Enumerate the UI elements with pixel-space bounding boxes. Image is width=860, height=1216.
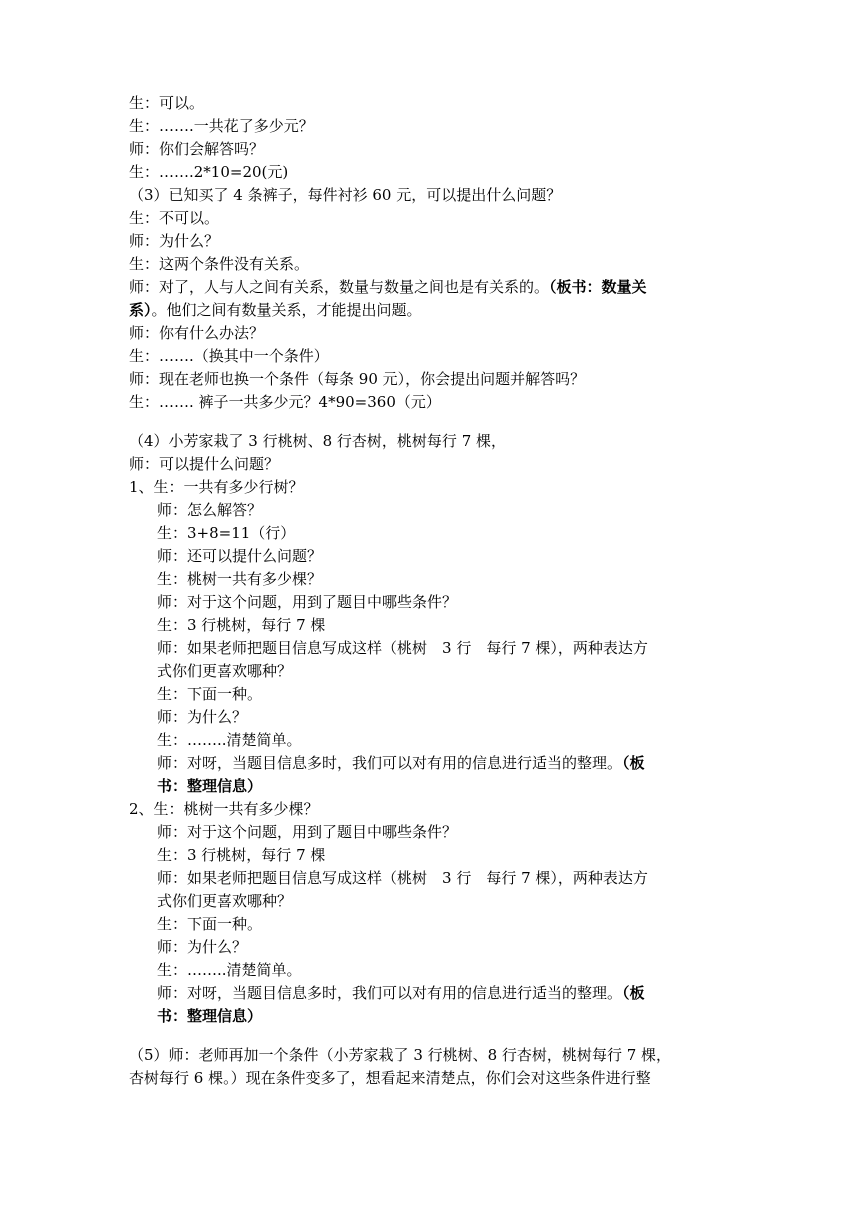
line-text: 生：下面一种。 bbox=[157, 685, 263, 703]
line-text: 生：这两个条件没有关系。 bbox=[129, 255, 310, 273]
line-text: 师：对呀，当题目信息多时，我们可以对有用的信息进行适当的整理。 bbox=[157, 984, 623, 1002]
line-text: 师：对于这个问题，用到了题目中哪些条件？ bbox=[157, 593, 458, 611]
text-line bbox=[129, 1044, 671, 1066]
line-text: 杏树每行 6 棵。）现在条件变多了，想看起来清楚点，你们会对这些条件进行整 bbox=[129, 1069, 651, 1087]
board-note-text: 系） bbox=[129, 301, 152, 319]
board-note-text: 书：整理信息） bbox=[157, 1007, 263, 1025]
text-line bbox=[157, 890, 292, 912]
line-text: 生：不可以。 bbox=[129, 209, 220, 227]
line-text: 师：还可以提什么问题？ bbox=[157, 547, 323, 565]
line-text: 师：对了，人与人之间有关系，数量与数量之间也是有关系的。 bbox=[129, 278, 550, 296]
line-text: 生：3 行桃树，每行 7 棵 bbox=[157, 616, 326, 634]
line-text: 生：下面一种。 bbox=[157, 915, 263, 933]
text-line bbox=[157, 499, 262, 521]
text-line bbox=[157, 683, 262, 705]
line-text: 式你们更喜欢哪种？ bbox=[157, 892, 293, 910]
text-line bbox=[129, 322, 264, 344]
text-line bbox=[157, 821, 457, 843]
text-line bbox=[157, 568, 322, 590]
text-line bbox=[129, 230, 219, 252]
line-text: 师：现在老师也换一个条件（每条 90 元），你会提出问题并解答吗？ bbox=[129, 370, 586, 388]
text-line bbox=[157, 545, 322, 567]
text-line bbox=[157, 775, 262, 797]
text-line bbox=[157, 752, 645, 774]
text-line bbox=[129, 345, 329, 367]
text-line bbox=[129, 1067, 651, 1089]
line-text: 生：…….（换其中一个条件） bbox=[129, 347, 329, 365]
board-note-text: （板 bbox=[622, 754, 645, 772]
text-line bbox=[157, 591, 457, 613]
text-line bbox=[129, 276, 647, 298]
line-text: 生：3 行桃树，每行 7 棵 bbox=[157, 846, 326, 864]
text-line bbox=[129, 207, 219, 229]
text-line bbox=[129, 798, 319, 820]
text-line bbox=[157, 844, 325, 866]
line-text: 师：为什么？ bbox=[157, 938, 248, 956]
board-note-text: （板 bbox=[622, 984, 645, 1002]
line-text: 生：3+8=11（行） bbox=[157, 524, 296, 542]
line-text: 生：可以。 bbox=[129, 94, 205, 112]
text-line bbox=[129, 92, 204, 114]
board-note-text: （板书：数量关 bbox=[549, 278, 647, 296]
text-line bbox=[157, 706, 247, 728]
text-line bbox=[157, 982, 645, 1004]
line-text: 生：桃树一共有多少棵？ bbox=[157, 570, 323, 588]
line-text: 师：如果老师把题目信息写成这样（桃树 3 行 每行 7 棵），两种表达方 bbox=[157, 869, 648, 887]
text-line bbox=[157, 729, 302, 751]
line-text: 师：对于这个问题，用到了题目中哪些条件？ bbox=[157, 823, 458, 841]
text-line bbox=[129, 299, 422, 321]
text-line bbox=[157, 867, 648, 889]
line-text: 。他们之间有数量关系，才能提出问题。 bbox=[151, 301, 422, 319]
board-note-text: 书：整理信息） bbox=[157, 777, 263, 795]
line-text: 师：对呀，当题目信息多时，我们可以对有用的信息进行适当的整理。 bbox=[157, 754, 623, 772]
line-text: 2、生：桃树一共有多少棵？ bbox=[129, 800, 319, 818]
text-line bbox=[129, 368, 585, 390]
text-line bbox=[129, 391, 441, 413]
text-line bbox=[129, 161, 288, 183]
line-text: （5）师：老师再加一个条件（小芳家栽了 3 行桃树、8 行杏树，桃树每行 7 棵， bbox=[129, 1046, 672, 1064]
text-line bbox=[157, 637, 648, 659]
line-text: 师：你们会解答吗？ bbox=[129, 140, 265, 158]
line-text: 师：为什么？ bbox=[129, 232, 220, 250]
text-line bbox=[157, 936, 247, 958]
line-text: 生：……..清楚简单。 bbox=[157, 961, 302, 979]
line-text: 生：…….一共花了多少元？ bbox=[129, 117, 314, 135]
text-line bbox=[129, 184, 561, 206]
line-text: 师：怎么解答？ bbox=[157, 501, 263, 519]
line-text: （3）已知买了 4 条裤子，每件衬衫 60 元，可以提出什么问题？ bbox=[129, 186, 562, 204]
line-text: 式你们更喜欢哪种？ bbox=[157, 662, 293, 680]
line-text: （4）小芳家栽了 3 行桃树、8 行杏树，桃树每行 7 棵， bbox=[129, 432, 507, 450]
text-line bbox=[157, 913, 262, 935]
line-text: 生：……. 裤子一共多少元？4*90=360（元） bbox=[129, 393, 441, 411]
text-line bbox=[129, 253, 309, 275]
text-line bbox=[129, 453, 279, 475]
line-text: 师：如果老师把题目信息写成这样（桃树 3 行 每行 7 棵），两种表达方 bbox=[157, 639, 648, 657]
line-text: 师：你有什么办法？ bbox=[129, 324, 265, 342]
line-text: 师：为什么？ bbox=[157, 708, 248, 726]
line-text: 生：…….2*10=20(元) bbox=[129, 163, 289, 181]
text-line bbox=[129, 476, 304, 498]
text-line bbox=[157, 522, 295, 544]
line-text: 1、生：一共有多少行树？ bbox=[129, 478, 304, 496]
text-line bbox=[129, 430, 506, 452]
text-line bbox=[129, 138, 264, 160]
text-line bbox=[157, 959, 302, 981]
line-text: 生：……..清楚简单。 bbox=[157, 731, 302, 749]
text-line bbox=[129, 115, 314, 137]
text-line bbox=[157, 1005, 262, 1027]
text-line bbox=[157, 614, 325, 636]
line-text: 师：可以提什么问题？ bbox=[129, 455, 280, 473]
text-line bbox=[157, 660, 292, 682]
